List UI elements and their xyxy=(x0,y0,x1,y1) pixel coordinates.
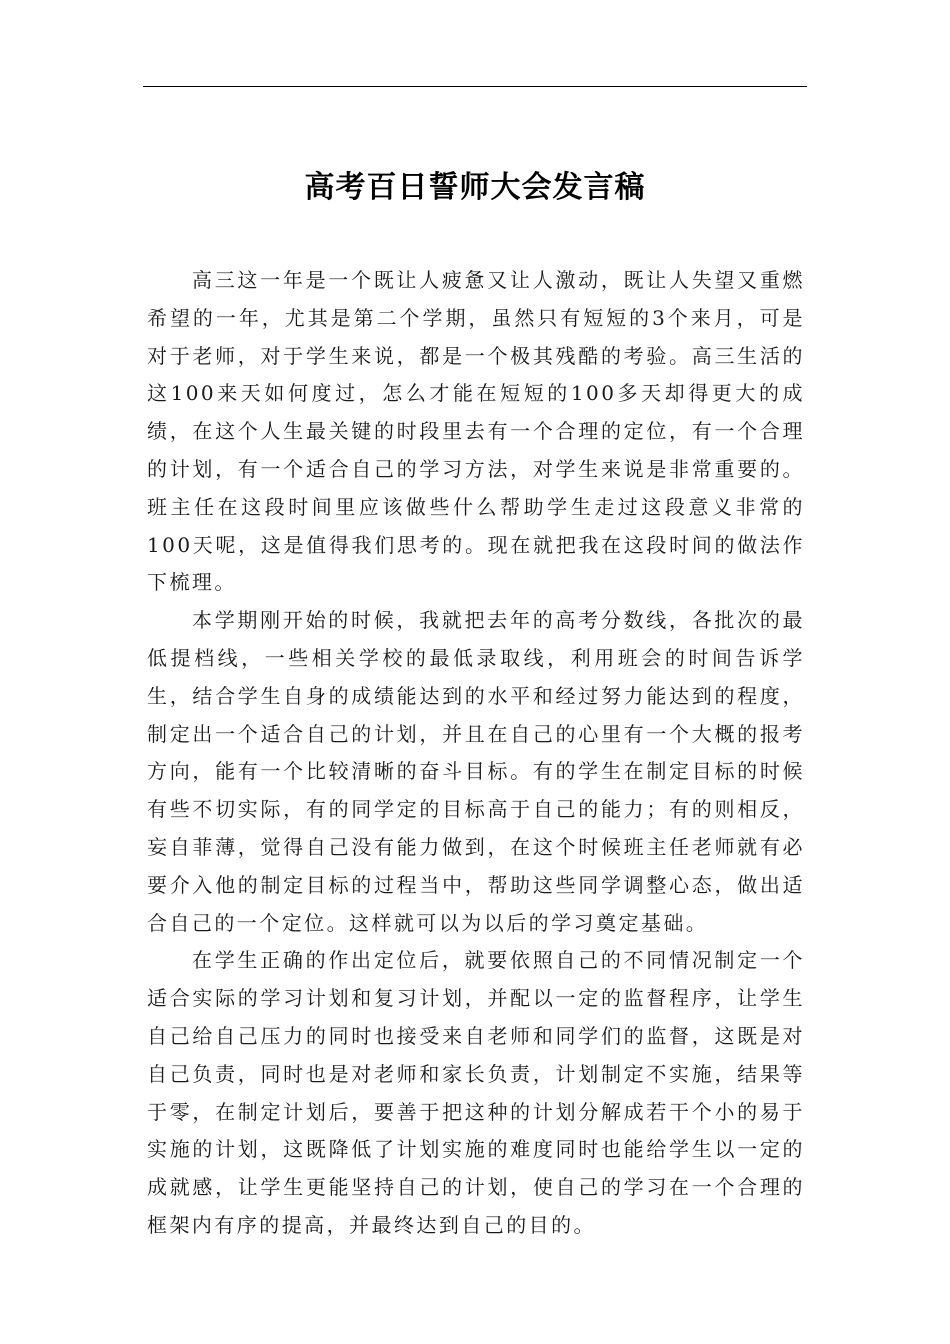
header-rule xyxy=(143,86,807,87)
paragraph-1: 高三这一年是一个既让人疲惫又让人激动，既让人失望又重燃希望的一年，尤其是第二个学期，虽然只有短短的3个来月，可是对于老师，对于学生来说，都是一个极其残酷的考验。高三生活的这100来天如何度过，怎么才能在短短的100多天却得更大的成绩，在这个人生最关键的时段里去有一个合理的定位，有一个合理的计划，有一个适合自己的学习方法，对学生来说是非常重要的。班主任在这段时间里应该做些什么帮助学生走过这段意义非常的100天呢，这是值得我们思考的。现在就把我在这段时间的做法作下梳理。 xyxy=(147,268,805,595)
document-body xyxy=(147,262,805,1245)
paragraph-3: 在学生正确的作出定位后，就要依照自己的不同情况制定一个适合实际的学习计划和复习计划，并配以一定的监督程序，让学生自己给自己压力的同时也接受来自老师和同学们的监督，这既是对自己负责，同时也是对老师和家长负责，计划制定不实施，结果等于零，在制定计划后，要善于把这种的计划分解成若干个小的易于实施的计划，这既降低了计划实施的难度同时也能给学生以一定的成就感，让学生更能坚持自己的计划，使自己的学习在一个合理的框架内有序的提高，并最终达到自己的目的。 xyxy=(147,948,805,1237)
document-title: 高考百日誓师大会发言稿 xyxy=(304,170,646,205)
paragraph-2: 本学期刚开始的时候，我就把去年的高考分数线，各批次的最低提档线，一些相关学校的最低录取线，利用班会的时间告诉学生，结合学生自身的成绩能达到的水平和经过努力能达到的程度，制定出一个适合自己的计划，并且在自己的心里有一个大概的报考方向，能有一个比较清晰的奋斗目标。有的学生在制定目标的时候有些不切实际，有的同学定的目标高于自己的能力；有的则相反，妄自菲薄，觉得自己没有能力做到，在这个时候班主任老师就有必要介入他的制定目标的过程当中，帮助这些同学调整心态，做出适合自己的一个定位。这样就可以为以后的学习奠定基础。 xyxy=(147,608,805,935)
